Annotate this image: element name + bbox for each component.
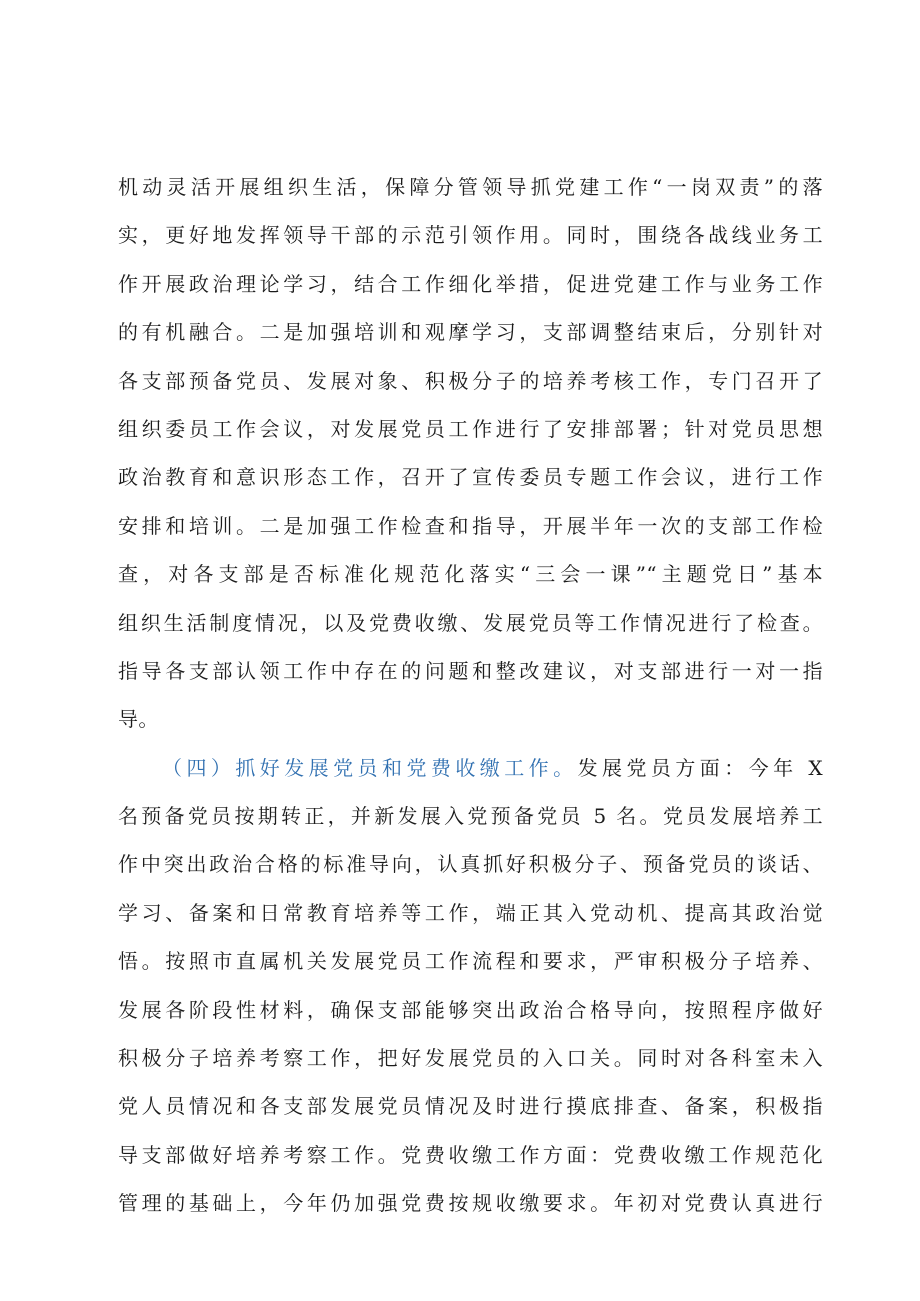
paragraph-line: 实，更好地发挥领导干部的示范引领作用。同时，围绕各战线业务工 [118, 223, 823, 248]
section-heading: （四）抓好发展党员和党费收缴工作。 [162, 755, 578, 780]
paragraph-line: 作开展政治理论学习，结合工作细化举措，促进党建工作与业务工作 [118, 271, 823, 296]
paragraph-line: 政治教育和意识形态工作，召开了宣传委员专题工作会议，进行工作 [118, 465, 823, 490]
paragraph-first-line [118, 744, 823, 792]
paragraph-line: 积极分子培养考察工作，把好发展党员的入口关。同时对各科室未入 [118, 1046, 823, 1071]
heading-continuation: 发展党员方面：今年 X [577, 755, 823, 780]
paragraph-line: 导支部做好培养考察工作。党费收缴工作方面：党费收缴工作规范化 [118, 1142, 823, 1167]
paragraph-line: 指导各支部认领工作中存在的问题和整改建议，对支部进行一对一指 [118, 658, 823, 683]
paragraph-1 [118, 163, 823, 744]
paragraph-line: 悟。按照市直属机关发展党员工作流程和要求，严审积极分子培养、 [118, 949, 823, 974]
paragraph-line: 作中突出政治合格的标准导向，认真抓好积极分子、预备党员的谈话、 [118, 852, 823, 877]
paragraph-line: 各支部预备党员、发展对象、积极分子的培养考核工作，专门召开了 [118, 368, 823, 393]
paragraph-line: 查，对各支部是否标准化规范化落实“三会一课”“主题党日”基本 [118, 562, 823, 587]
paragraph-line: 的有机融合。二是加强培训和观摩学习，支部调整结束后，分别针对 [118, 320, 823, 345]
paragraph-line: 组织生活制度情况，以及党费收缴、发展党员等工作情况进行了检查。 [118, 610, 823, 635]
paragraph-line: 发展各阶段性材料，确保支部能够突出政治合格导向，按照程序做好 [118, 997, 823, 1022]
paragraph-line: 党人员情况和各支部发展党员情况及时进行摸底排查、备案，积极指 [118, 1094, 823, 1119]
paragraph-line: 安排和培训。二是加强工作检查和指导，开展半年一次的支部工作检 [118, 513, 823, 538]
paragraph-line: 机动灵活开展组织生活，保障分管领导抓党建工作“一岗双责”的落 [118, 175, 823, 199]
document-body [118, 163, 823, 1228]
paragraph-line: 管理的基础上，今年仍加强党费按规收缴要求。年初对党费认真进行 [118, 1191, 823, 1216]
paragraph-line: 组织委员工作会议，对发展党员工作进行了安排部署；针对党员思想 [118, 416, 823, 441]
paragraph-line: 导。 [118, 707, 159, 732]
paragraph-2 [118, 744, 823, 1228]
paragraph-line: 名预备党员按期转正，并新发展入党预备党员 5 名。党员发展培养工 [118, 804, 823, 829]
paragraph-line: 学习、备案和日常教育培养等工作，端正其入党动机、提高其政治觉 [118, 900, 823, 925]
